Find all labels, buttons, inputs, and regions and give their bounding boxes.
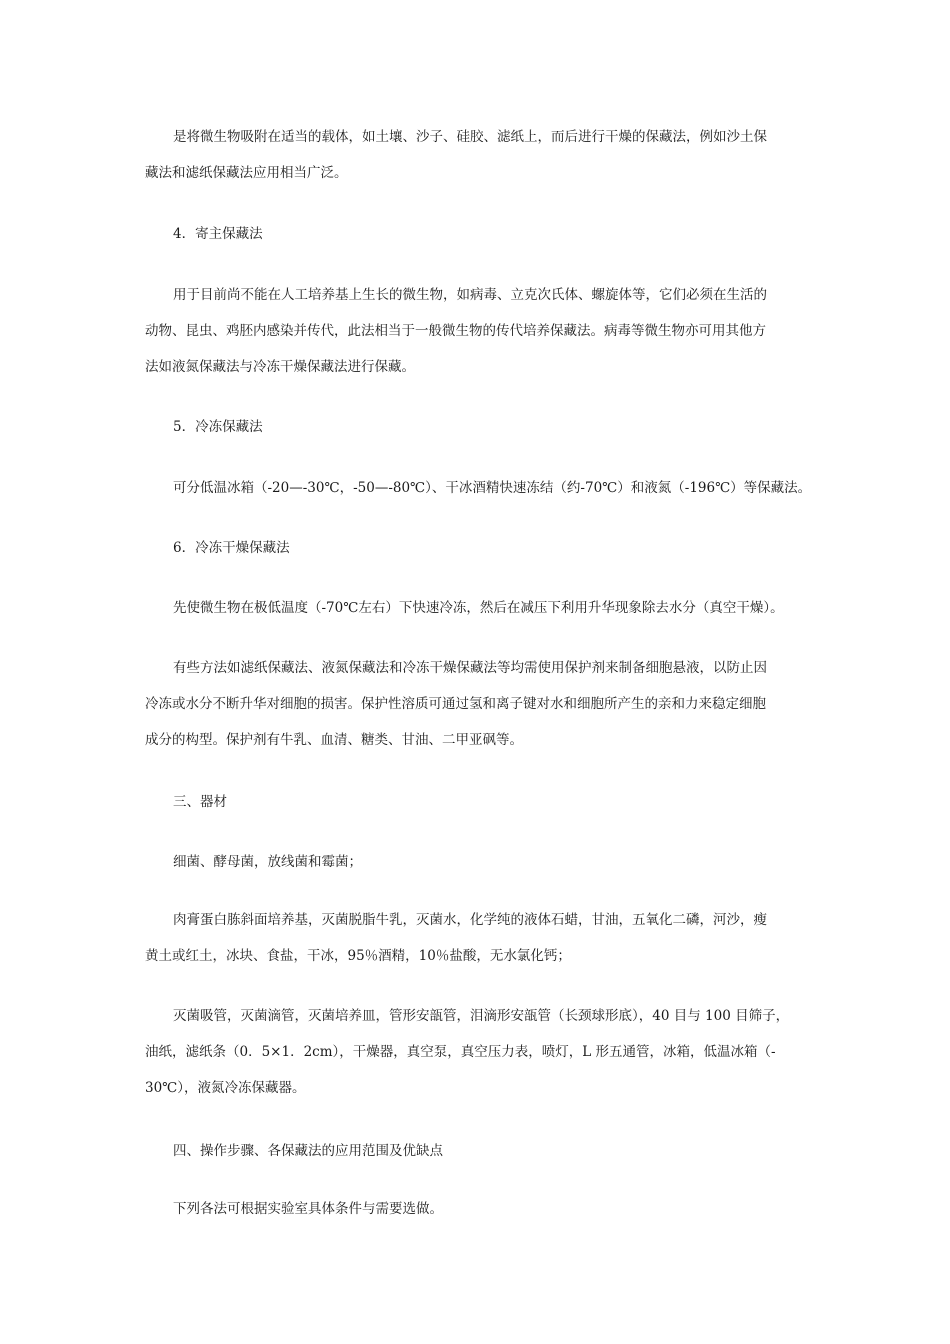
paragraph-reagents bbox=[145, 902, 805, 974]
text-line: 冷冻或水分不断升华对细胞的损害。保护性溶质可通过氢和离子键对水和细胞所产生的亲和力来稳定细胞 bbox=[145, 696, 766, 712]
text-line: 法如液氮保藏法与冷冻干燥保藏法进行保藏。 bbox=[145, 359, 415, 375]
heading-freeze-dry-preservation: 6．冷冻干燥保藏法 bbox=[173, 540, 290, 556]
heading-host-preservation: 4．寄主保藏法 bbox=[173, 226, 263, 242]
paragraph-freeze-method bbox=[145, 470, 812, 506]
text-line: 藏法和滤纸保藏法应用相当广泛。 bbox=[145, 165, 348, 181]
text-line: 油纸，滤纸条（0．5×1．2cm），干燥器，真空泵，真空压力表，喷灯，L 形五通管，冰箱，低温冰箱（- bbox=[145, 1044, 776, 1060]
paragraph-selection-note bbox=[145, 1191, 805, 1227]
text-line: 肉膏蛋白胨斜面培养基，灭菌脱脂牛乳，灭菌水，化学纯的液体石蜡，甘油，五氧化二磷，河沙，瘦 bbox=[173, 912, 767, 928]
paragraph-protectants bbox=[145, 650, 805, 758]
paragraph-organisms bbox=[145, 844, 805, 880]
heading-materials: 三、器材 bbox=[173, 794, 227, 810]
paragraph-equipment bbox=[145, 998, 805, 1106]
paragraph-host-method bbox=[145, 277, 805, 385]
paragraph-freeze-dry-method bbox=[145, 590, 805, 626]
text-line: 动物、昆虫、鸡胚内感染并传代，此法相当于一般微生物的传代培养保藏法。病毒等微生物亦可用其他方 bbox=[145, 323, 766, 339]
text-line: 黄土或红土，冰块、食盐，干冰，95％酒精，10％盐酸，无水氯化钙； bbox=[145, 948, 571, 964]
text-line: 成分的构型。保护剂有牛乳、血清、糖类、甘油、二甲亚砜等。 bbox=[145, 732, 523, 748]
text-line: 用于目前尚不能在人工培养基上生长的微生物，如病毒、立克次氏体、螺旋体等，它们必须在生活的 bbox=[173, 287, 767, 303]
text-line: 可分低温冰箱（-20—-30℃，-50—-80℃）、干冰酒精快速冻结（约-70℃）和液氮（-196℃）等保藏法。 bbox=[173, 480, 812, 496]
heading-freeze-preservation: 5．冷冻保藏法 bbox=[173, 419, 263, 435]
paragraph-carrier-method bbox=[145, 119, 805, 191]
text-line: 灭菌吸管，灭菌滴管，灭菌培养皿，管形安瓿管，泪滴形安瓿管（长颈球形底），40 目与 100 目筛子， bbox=[173, 1008, 790, 1024]
text-line: 下列各法可根据实验室具体条件与需要选做。 bbox=[173, 1201, 443, 1217]
text-line: 先使微生物在极低温度（-70℃左右）下快速冷冻，然后在减压下利用升华现象除去水分（真空干燥）。 bbox=[173, 600, 784, 616]
heading-procedures: 四、操作步骤、各保藏法的应用范围及优缺点 bbox=[173, 1143, 443, 1159]
text-line: 30℃），液氮冷冻保藏器。 bbox=[145, 1080, 306, 1096]
text-line: 细菌、酵母菌，放线菌和霉菌； bbox=[173, 854, 362, 870]
text-line: 有些方法如滤纸保藏法、液氮保藏法和冷冻干燥保藏法等均需使用保护剂来制备细胞悬液，以防止因 bbox=[173, 660, 767, 676]
text-line: 是将微生物吸附在适当的载体，如土壤、沙子、硅胶、滤纸上，而后进行干燥的保藏法，例如沙土保 bbox=[173, 129, 767, 145]
